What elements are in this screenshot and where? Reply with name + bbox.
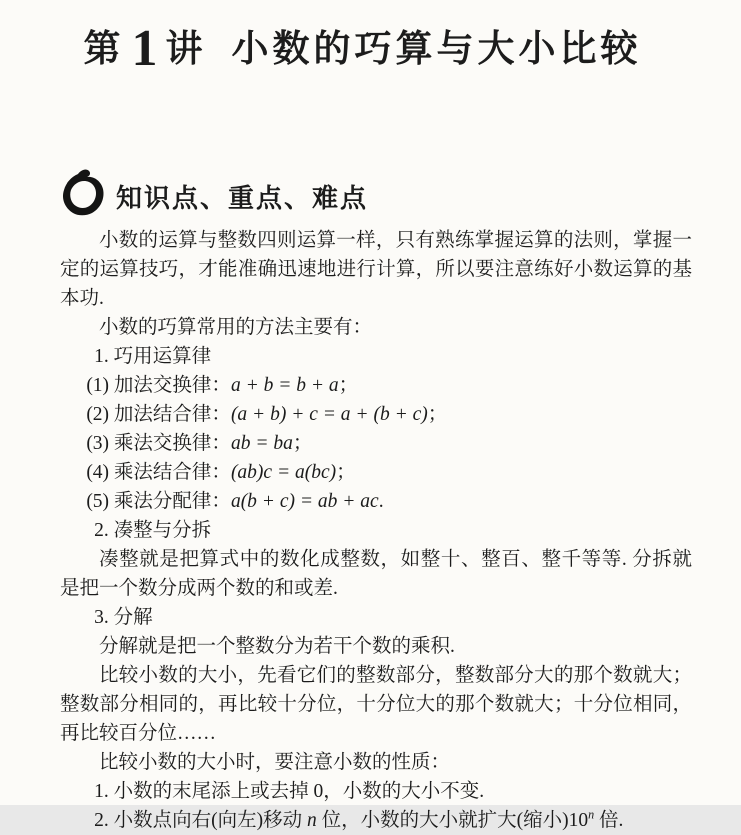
property-2-text-2: 位，小数的大小就扩大(缩小)10 bbox=[316, 810, 589, 831]
methods-lead: 小数的巧算常用的方法主要有： bbox=[99, 317, 373, 338]
property-2-exponent: n bbox=[588, 807, 595, 822]
law-3-label: (3) 乘法交换律： bbox=[86, 433, 231, 454]
chapter-title-prefix: 第 bbox=[83, 28, 124, 69]
properties-lead: 比较小数的大小时，要注意小数的性质： bbox=[99, 752, 451, 773]
section-header-label: 知识点、重点、难点 bbox=[116, 182, 369, 213]
law-item-4 bbox=[60, 458, 692, 487]
law-4-label: (4) 乘法结合律： bbox=[86, 462, 231, 483]
property-2-var: n bbox=[307, 810, 317, 831]
footprint-brush-icon bbox=[56, 166, 106, 220]
law-item-1 bbox=[60, 371, 692, 400]
law-5-end: . bbox=[378, 491, 384, 512]
law-4-formula: (ab)c = a(bc) bbox=[230, 462, 337, 483]
lesson-number: 1 bbox=[131, 20, 158, 77]
law-item-2 bbox=[60, 400, 692, 429]
chapter-title bbox=[0, 18, 725, 75]
section-header bbox=[56, 166, 368, 220]
chapter-title-main: 小数的巧算与大小比较 bbox=[231, 28, 642, 69]
law-1-formula: a + b = b + a bbox=[230, 375, 339, 396]
property-2-text-3: 倍. bbox=[594, 810, 624, 831]
law-2-end: ； bbox=[427, 404, 448, 425]
law-5-formula: a(b + c) = ab + ac bbox=[230, 491, 379, 512]
property-item-1: 1. 小数的末尾添上或去掉 0，小数的大小不变. bbox=[94, 781, 485, 802]
law-1-label: (1) 加法交换律： bbox=[86, 375, 231, 396]
compare-paragraph: 比较小数的大小，先看它们的整数部分，整数部分大的那个数就大；整数部分相同的，再比较十分位，十分位大的那个数就大；十分位相同，再比较百分位…… bbox=[60, 665, 692, 744]
law-2-label: (2) 加法结合律： bbox=[86, 404, 231, 425]
property-item-2 bbox=[60, 806, 692, 835]
method2-paragraph: 凑整就是把算式中的数化成整数，如整十、整百、整千等等. 分拆就是把一个数分成两个数的和或差. bbox=[60, 549, 692, 599]
law-5-label: (5) 乘法分配律： bbox=[86, 491, 231, 512]
intro-paragraph: 小数的运算与整数四则运算一样，只有熟练掌握运算的法则，掌握一定的运算技巧，才能准确迅速地进行计算，所以要注意练好小数运算的基本功. bbox=[60, 230, 692, 309]
method1-heading: 1. 巧用运算律 bbox=[94, 346, 212, 367]
law-item-3 bbox=[60, 429, 692, 458]
property-2-text-1: 2. 小数点向右(向左)移动 bbox=[94, 810, 307, 831]
method3-heading: 3. 分解 bbox=[94, 607, 153, 628]
law-1-end: ； bbox=[338, 375, 359, 396]
method3-paragraph: 分解就是把一个整数分为若干个数的乘积. bbox=[99, 636, 455, 657]
chapter-title-suffix: 讲 bbox=[165, 28, 206, 69]
law-4-end: ； bbox=[336, 462, 356, 483]
law-2-formula: (a + b) + c = a + (b + c) bbox=[230, 404, 428, 425]
law-item-5 bbox=[60, 487, 692, 516]
law-3-formula: ab = ba bbox=[230, 433, 293, 454]
method2-heading: 2. 凑整与分拆 bbox=[94, 520, 212, 541]
body-text bbox=[60, 226, 692, 835]
law-3-end: ； bbox=[292, 433, 313, 454]
